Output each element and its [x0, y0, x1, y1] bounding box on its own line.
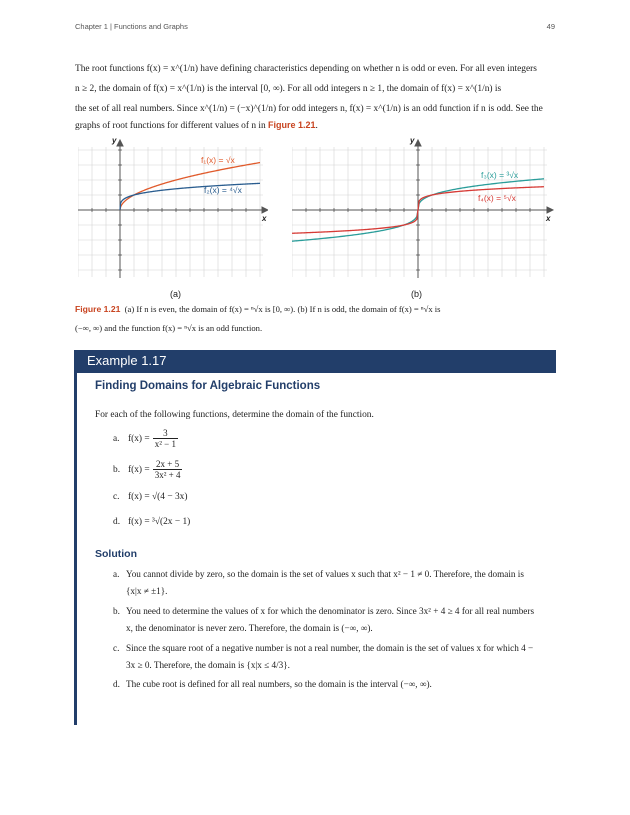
solution-c-text: Since the square root of a negative number is not a real number, the domain is the set of values x for which 4 − 3x ≥ 0. Therefore, the domain is {x|x ≤ 4/3}. [126, 643, 534, 670]
graph-b-sublabel: (b) [411, 289, 422, 299]
graph-b [292, 135, 554, 290]
problem-b-lhs: f(x) = [128, 464, 150, 475]
figure-caption-line-1 [75, 300, 555, 319]
problem-b-numerator: 2x + 5 [156, 459, 180, 469]
graph-b-f4-label: f₄(x) = ⁵√x [478, 193, 516, 203]
graph-a-f2-label: f₂(x) = ⁴√x [204, 185, 242, 195]
figure-caption-line-2: (−∞, ∞) and the function f(x) = ⁿ√x is an odd function. [75, 323, 263, 333]
solution-b-label: b. [113, 606, 120, 616]
problem-d-label: d. [113, 517, 121, 527]
intro-line-2: n ≥ 2, the domain of f(x) = x^(1/n) is the interval [0, ∞). For all odd integers n ≥ 1, the domain of f(x) = x^(1/n) is [75, 84, 502, 94]
figure-caption-label: Figure 1.21 [75, 304, 121, 314]
intro-line-4-end: . [315, 121, 318, 131]
figure-caption-text-1: (a) If n is even, the domain of f(x) = ⁿ√x is [0, ∞). (b) If n is odd, the domain of f(x) = ⁿ√x is [124, 304, 441, 314]
problem-a-lhs: f(x) = [128, 433, 150, 444]
problem-b-fraction [153, 459, 183, 480]
problem-a [113, 428, 178, 449]
example-title-bar [74, 350, 556, 373]
solution-d [113, 676, 538, 693]
figure-reference-link[interactable]: Figure 1.21 [268, 120, 316, 130]
solution-b [113, 603, 538, 637]
graph-b-x-axis-label: x [546, 214, 551, 223]
figure-caption [75, 300, 555, 338]
problem-d-expr: f(x) = ³√(2x − 1) [128, 517, 191, 527]
problem-c [113, 492, 187, 502]
chapter-title: Chapter 1 | Functions and Graphs [75, 22, 188, 31]
intro-line-4-text: graphs of root functions for different values of n in [75, 121, 269, 131]
example-title: Example 1.17 [87, 353, 167, 368]
problem-a-denominator: x² − 1 [154, 439, 176, 449]
solution-heading: Solution [95, 548, 137, 560]
solution-b-text: You need to determine the values of x for which the denominator is zero. Since 3x² + 4 ≥ 4 for all real numbers x, the denominator is never zero. Therefore, the domain is (−∞, ∞). [126, 606, 535, 633]
page-header [75, 22, 555, 31]
problem-d [113, 517, 190, 527]
solution-a-label: a. [113, 569, 120, 579]
graph-a-f1-label: f₁(x) = √x [201, 155, 235, 165]
intro-line-3: the set of all real numbers. Since x^(1/n) = (−x)^(1/n) for odd integers n, f(x) = x^(1/n) is an odd function if n is odd. See the [75, 104, 543, 114]
problem-c-label: c. [113, 492, 120, 502]
example-heading: Finding Domains for Algebraic Functions [95, 380, 321, 392]
problem-c-expr: f(x) = √(4 − 3x) [128, 492, 188, 502]
example-side-rule [74, 373, 77, 725]
graph-b-f3-label: f₃(x) = ³√x [481, 170, 519, 180]
solution-d-text: The cube root is defined for all real numbers, so the domain is the interval (−∞, ∞). [126, 679, 432, 689]
graph-b-axes [292, 140, 553, 278]
intro-line-1: The root functions f(x) = x^(1/n) have defining characteristics depending on whether n is odd or even. For all even integers [75, 64, 537, 74]
graph-a-y-axis-label: y [112, 136, 117, 145]
graph-a-axes [78, 140, 268, 278]
solution-c-label: c. [113, 643, 120, 653]
example-prompt: For each of the following functions, determine the domain of the function. [95, 410, 374, 420]
problem-a-label: a. [113, 433, 120, 444]
intro-line-4 [75, 116, 556, 136]
problem-b [113, 459, 182, 480]
graph-a [78, 135, 268, 290]
graph-b-grid [292, 147, 547, 277]
problem-b-denominator: 3x² + 4 [154, 470, 181, 480]
problem-b-label: b. [113, 464, 121, 475]
problem-a-fraction [153, 428, 178, 449]
solution-c [113, 640, 538, 674]
graph-b-y-axis-label: y [410, 136, 415, 145]
graph-a-sublabel: (a) [170, 289, 181, 299]
graph-a-x-axis-label: x [262, 214, 267, 223]
page-number: 49 [546, 22, 555, 31]
solution-a-text: You cannot divide by zero, so the domain is the set of values x such that x² − 1 ≠ 0. Therefore, the domain is {x|x ≠ ±1}. [126, 569, 524, 596]
solution-d-label: d. [113, 679, 120, 689]
problem-a-numerator: 3 [163, 428, 168, 438]
solution-a [113, 566, 538, 600]
